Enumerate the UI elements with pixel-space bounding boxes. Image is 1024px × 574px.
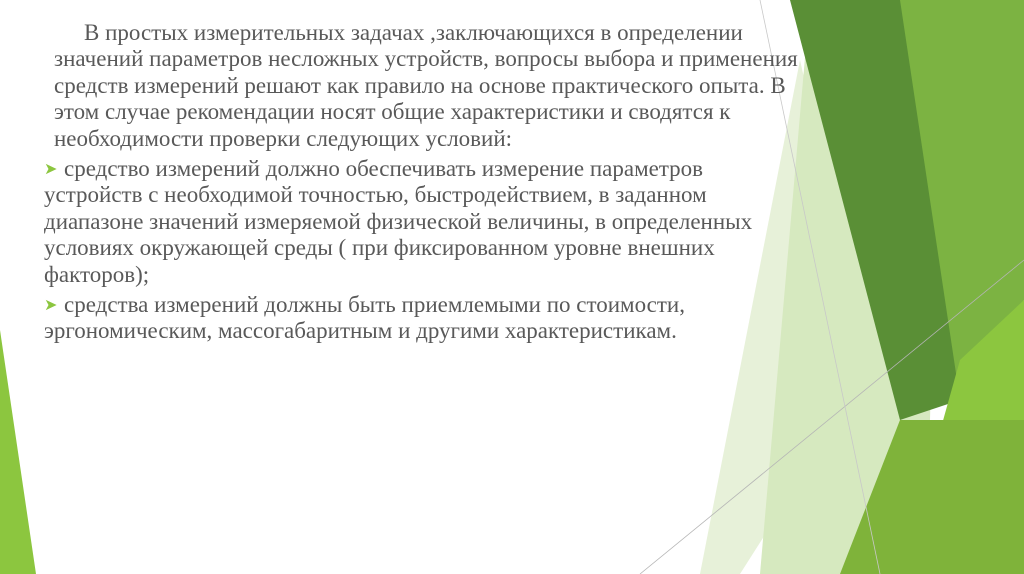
bullet-item xyxy=(44,292,804,345)
bullet-item xyxy=(44,156,804,288)
bullet-text: средство измерений должно обеспечивать измерение параметров устройств с необходимой точностью, быстродействием, в заданном диапазоне значений измеряемой физической величины, в определенных условиях окружающей среды ( при фиксированном уровне внешних факторов); xyxy=(44,156,753,287)
arrowhead-bullet-icon: ➤ xyxy=(44,161,58,179)
slide-text xyxy=(44,20,804,345)
intro-paragraph: В простых измерительных задачах ,заключающихся в определении значений параметров несложных устройств, вопросы выбора и применения средств измерений решают как правило на основе практического опыта. В этом случае рекомендации носят общие характеристики и сводятся к необходимости проверки следующих условий: xyxy=(54,20,798,151)
bullet-text: средства измерений должны быть приемлемыми по стоимости, эргономическим, массогабаритным и другими характеристикам. xyxy=(44,292,685,344)
left-edge-facet xyxy=(0,330,36,574)
arrowhead-bullet-icon: ➤ xyxy=(44,297,58,315)
